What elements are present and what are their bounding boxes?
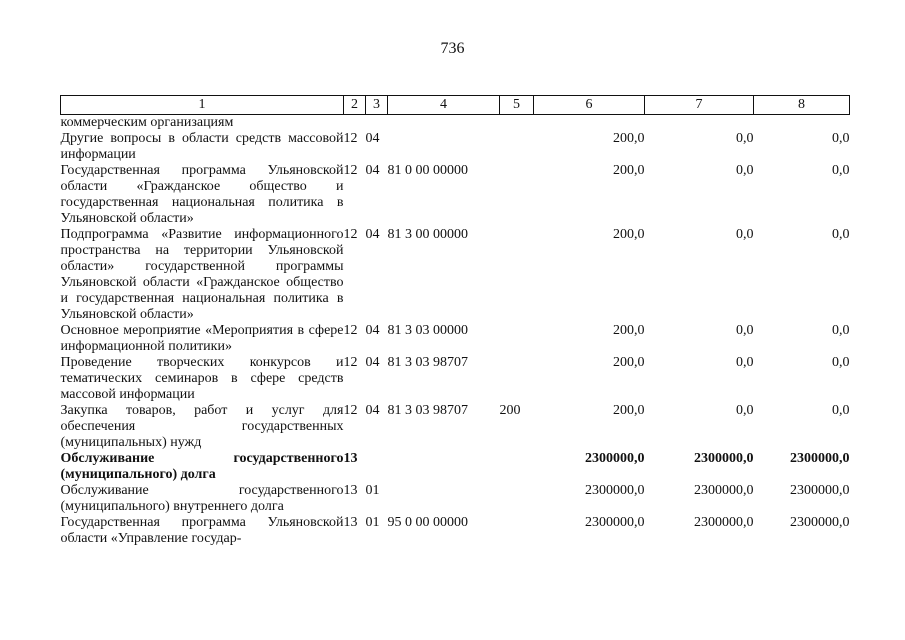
header-col-3: 3 bbox=[366, 96, 388, 115]
header-col-1: 1 bbox=[61, 96, 344, 115]
cell-value-7: 0,0 bbox=[736, 355, 754, 370]
table-row bbox=[61, 115, 850, 132]
cell-expense-type: 200 bbox=[499, 403, 521, 418]
cell-expense-type bbox=[500, 483, 534, 515]
cell-value-6: 200,0 bbox=[613, 163, 645, 178]
cell-target-article: 81 3 03 00000 bbox=[387, 323, 468, 338]
cell-name: Подпрограмма «Развитие информационного пространства на территории Ульяновской области» государственной программы Ульяновской области «Гражданское общество и государственная национальная политика в Ульяновской области» bbox=[60, 227, 344, 322]
cell-value-7: 0,0 bbox=[736, 163, 754, 178]
cell-name: Основное мероприятие «Мероприятия в сфере информационной политики» bbox=[60, 323, 344, 354]
cell-subsection: 01 bbox=[365, 515, 380, 530]
cell-value-6: 200,0 bbox=[613, 403, 645, 418]
cell-value-8: 0,0 bbox=[832, 355, 850, 370]
cell-value-7: 0,0 bbox=[736, 131, 754, 146]
cell-value-8: 2300000,0 bbox=[790, 515, 850, 530]
cell-value-8: 2300000,0 bbox=[790, 483, 850, 498]
cell-value-7: 2300000,0 bbox=[694, 483, 754, 498]
cell-target-article: 95 0 00 00000 bbox=[387, 515, 468, 530]
cell-subsection: 04 bbox=[365, 323, 380, 338]
table-row bbox=[61, 323, 850, 355]
cell-value-6: 2300000,0 bbox=[585, 451, 645, 466]
cell-value-8: 0,0 bbox=[832, 227, 850, 242]
table-row bbox=[61, 163, 850, 227]
cell-subsection bbox=[366, 451, 388, 483]
cell-name: Государственная программа Ульяновской области «Гражданское общество и государственная национальная политика в Ульяновской области» bbox=[60, 163, 344, 226]
cell-expense-type bbox=[500, 131, 534, 163]
cell-section: 13 bbox=[343, 451, 358, 466]
cell-name: Проведение творческих конкурсов и тематических семинаров в сфере средств массовой информации bbox=[60, 355, 344, 402]
cell-expense-type bbox=[500, 115, 534, 132]
cell-target-article bbox=[388, 483, 500, 515]
cell-value-6: 2300000,0 bbox=[585, 483, 645, 498]
cell-name: Обслуживание государственного (муниципального) долга bbox=[60, 451, 344, 482]
table-row bbox=[61, 131, 850, 163]
cell-value-7: 0,0 bbox=[736, 227, 754, 242]
header-col-6: 6 bbox=[534, 96, 645, 115]
cell-expense-type bbox=[500, 515, 534, 547]
cell-target-article bbox=[388, 131, 500, 163]
cell-section: 12 bbox=[343, 323, 358, 338]
cell-subsection: 01 bbox=[365, 483, 380, 498]
cell-name: Закупка товаров, работ и услуг для обеспечения государственных (муниципальных) нужд bbox=[60, 403, 344, 450]
cell-value-6: 200,0 bbox=[613, 323, 645, 338]
cell-subsection bbox=[366, 115, 388, 132]
cell-section: 12 bbox=[343, 227, 358, 242]
cell-value-6: 200,0 bbox=[613, 131, 645, 146]
table-row bbox=[61, 355, 850, 403]
header-row bbox=[61, 96, 850, 115]
cell-expense-type bbox=[500, 323, 534, 355]
cell-value-8: 2300000,0 bbox=[790, 451, 850, 466]
table-row-section-total bbox=[61, 451, 850, 483]
table-body bbox=[61, 115, 850, 548]
cell-value-6: 200,0 bbox=[613, 355, 645, 370]
cell-section: 12 bbox=[343, 163, 358, 178]
cell-value-8: 0,0 bbox=[832, 131, 850, 146]
cell-section: 13 bbox=[343, 483, 358, 498]
cell-value-6: 2300000,0 bbox=[585, 515, 645, 530]
cell-expense-type bbox=[500, 451, 534, 483]
cell-name: Другие вопросы в области средств массовой информации bbox=[60, 131, 344, 162]
cell-target-article bbox=[388, 115, 500, 132]
header-col-8: 8 bbox=[754, 96, 850, 115]
budget-table bbox=[60, 95, 850, 547]
cell-subsection: 04 bbox=[365, 227, 380, 242]
header-col-5: 5 bbox=[500, 96, 534, 115]
cell-name: Государственная программа Ульяновской области «Управление государ- bbox=[60, 515, 344, 546]
cell-section: 12 bbox=[343, 355, 358, 370]
cell-value-8: 0,0 bbox=[832, 163, 850, 178]
header-col-2: 2 bbox=[344, 96, 366, 115]
header-col-4: 4 bbox=[388, 96, 500, 115]
cell-section: 12 bbox=[343, 403, 358, 418]
header-col-7: 7 bbox=[645, 96, 754, 115]
cell-value-6: 200,0 bbox=[613, 227, 645, 242]
cell-value-7 bbox=[645, 115, 754, 132]
cell-target-article: 81 0 00 00000 bbox=[387, 163, 468, 178]
cell-value-7: 2300000,0 bbox=[694, 515, 754, 530]
cell-target-article bbox=[388, 451, 500, 483]
cell-name: коммерческим организациям bbox=[60, 115, 234, 130]
table-row bbox=[61, 403, 850, 451]
cell-expense-type bbox=[500, 227, 534, 323]
cell-subsection: 04 bbox=[365, 163, 380, 178]
cell-section: 12 bbox=[343, 131, 358, 146]
cell-value-7: 0,0 bbox=[736, 403, 754, 418]
cell-value-7: 2300000,0 bbox=[694, 451, 754, 466]
cell-target-article: 81 3 03 98707 bbox=[387, 355, 468, 370]
cell-value-8: 0,0 bbox=[832, 323, 850, 338]
table-row bbox=[61, 515, 850, 547]
cell-value-7: 0,0 bbox=[736, 323, 754, 338]
cell-value-8: 0,0 bbox=[832, 403, 850, 418]
page-number: 736 bbox=[440, 40, 465, 57]
cell-subsection: 04 bbox=[365, 403, 380, 418]
cell-section bbox=[344, 115, 366, 132]
cell-expense-type bbox=[500, 163, 534, 227]
cell-value-6 bbox=[534, 115, 645, 132]
cell-section: 13 bbox=[343, 515, 358, 530]
cell-name: Обслуживание государственного (муниципального) внутреннего долга bbox=[60, 483, 344, 514]
cell-value-8 bbox=[754, 115, 850, 132]
cell-expense-type bbox=[500, 355, 534, 403]
table-row bbox=[61, 227, 850, 323]
cell-subsection: 04 bbox=[365, 131, 380, 146]
cell-target-article: 81 3 00 00000 bbox=[387, 227, 468, 242]
table-row bbox=[61, 483, 850, 515]
cell-target-article: 81 3 03 98707 bbox=[387, 403, 468, 418]
cell-subsection: 04 bbox=[365, 355, 380, 370]
